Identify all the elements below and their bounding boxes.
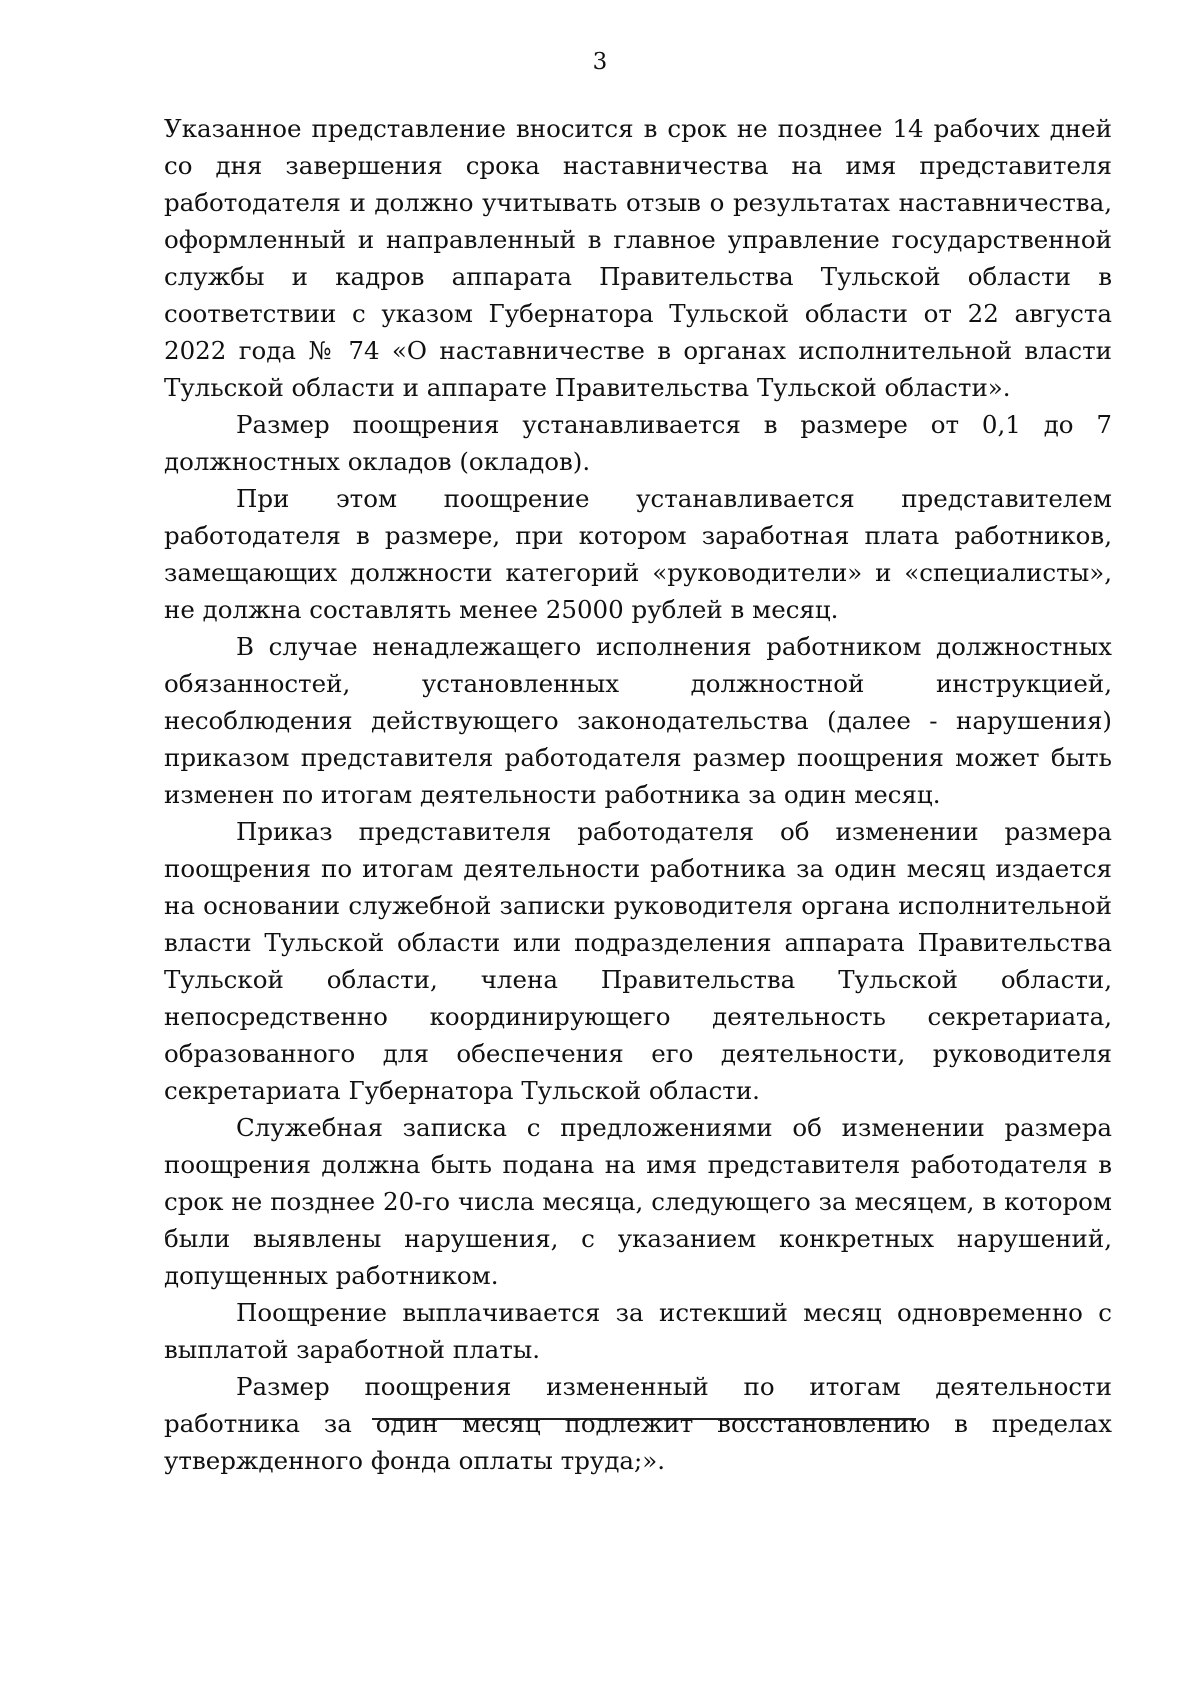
paragraph-memo-deadline: Служебная записка с предложениями об изменении размера поощрения должна быть подана на имя представителя работодателя в срок не позднее 20-го числа месяца, следующего за месяцем, в котором были выявлены нарушения, с указанием конкретных нарушений, допущенных работником. — [164, 1113, 1112, 1290]
paragraph-minimum-salary: При этом поощрение устанавливается представителем работодателя в размере, при котором заработная плата работников, замещающих должности категорий «руководители» и «специалисты», не должна составлять менее 25000 рублей в месяц. — [164, 484, 1112, 624]
paragraph-payment-timing: Поощрение выплачивается за истекший месяц одновременно с выплатой заработной платы. — [164, 1298, 1112, 1364]
paragraph-mentorship-submission: Указанное представление вносится в срок не позднее 14 рабочих дней со дня завершения срока наставничества на имя представителя работодателя и должно учитывать отзыв о результатах наставничества, оформленный и направленный в главное управление государственной службы и кадров аппарата Правительства Тульской области в соответствии с указом Губернатора Тульской области от 22 августа 2022 года № 74 «О наставничестве в органах исполнительной власти Тульской области и аппарате Правительства Тульской области». — [164, 114, 1112, 402]
paragraph-violations: В случае ненадлежащего исполнения работником должностных обязанностей, установленных должностной инструкцией, несоблюдения действующего законодательства (далее - нарушения) приказом представителя работодателя размер поощрения может быть изменен по итогам деятельности работника за один месяц. — [164, 632, 1112, 809]
paragraph-restoration: Размер поощрения измененный по итогам деятельности работника за один месяц подлежит восстановлению в пределах утвержденного фонда оплаты труда;». — [164, 1372, 1112, 1475]
paragraph-order-basis: Приказ представителя работодателя об изменении размера поощрения по итогам деятельности работника за один месяц издается на основании служебной записки руководителя органа исполнительной власти Тульской области или подразделения аппарата Правительства Тульской области, члена Правительства Тульской области, непосредственно координирующего деятельность секретариата, образованного для обеспечения его деятельности, руководителя секретариата Губернатора Тульской области. — [164, 817, 1112, 1105]
paragraph-bonus-size: Размер поощрения устанавливается в размере от 0,1 до 7 должностных окладов (окладов). — [164, 410, 1112, 476]
page-number: 3 — [592, 49, 608, 75]
document-body — [164, 110, 1112, 1479]
end-of-text-rule — [372, 1418, 916, 1420]
